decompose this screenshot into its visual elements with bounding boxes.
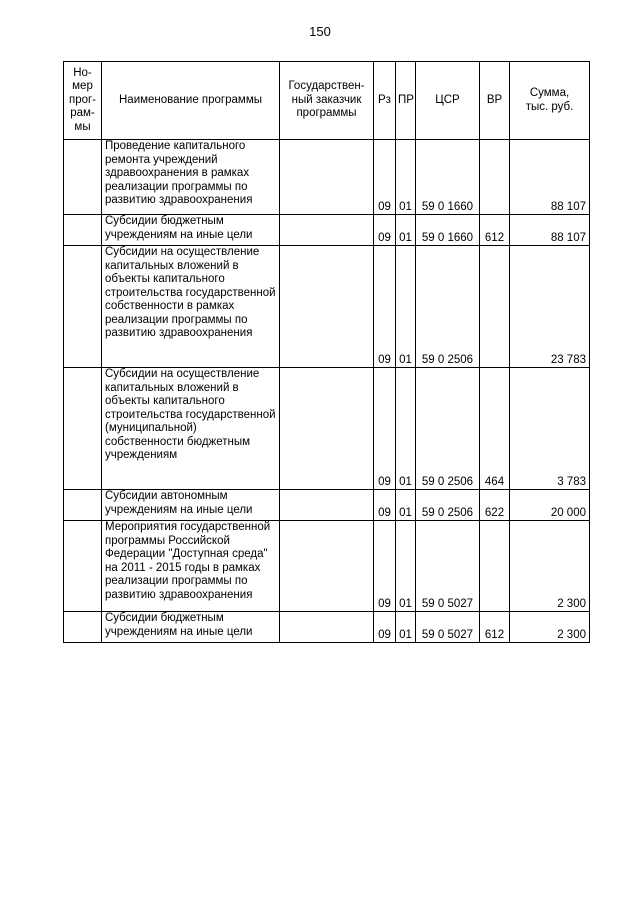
csr-cell: 59 0 1660: [416, 215, 480, 246]
program-name-cell: Субсидии на осуществление капитальных вложений в объекты капитального строительства государственной (муниципальной) собственности бюджетным учреждениям: [102, 368, 280, 490]
table-row: [64, 521, 590, 612]
table-row: [64, 246, 590, 368]
program-number-cell: [64, 246, 102, 368]
header-program-number: Но- мер прог- рам- мы: [64, 62, 102, 140]
rz-cell: 09: [374, 490, 396, 521]
amount-cell: 3 783: [510, 368, 590, 490]
vr-cell: [480, 521, 510, 612]
amount-cell: 88 107: [510, 215, 590, 246]
pr-cell: 01: [396, 140, 416, 215]
state-customer-cell: [280, 490, 374, 521]
rz-cell: 09: [374, 521, 396, 612]
vr-cell: 612: [480, 215, 510, 246]
table-header-row: [64, 62, 590, 140]
state-customer-cell: [280, 612, 374, 643]
pr-cell: 01: [396, 490, 416, 521]
vr-cell: 622: [480, 490, 510, 521]
pr-cell: 01: [396, 215, 416, 246]
csr-cell: 59 0 1660: [416, 140, 480, 215]
csr-cell: 59 0 5027: [416, 521, 480, 612]
program-number-cell: [64, 612, 102, 643]
program-name-cell: Субсидии бюджетным учреждениям на иные цели: [102, 612, 280, 643]
program-number-cell: [64, 140, 102, 215]
header-program-name: Наименование программы: [102, 62, 280, 140]
program-name-cell: Субсидии бюджетным учреждениям на иные цели: [102, 215, 280, 246]
csr-cell: 59 0 2506: [416, 368, 480, 490]
state-customer-cell: [280, 140, 374, 215]
table-row: [64, 215, 590, 246]
program-number-cell: [64, 368, 102, 490]
page-number: 150: [309, 24, 331, 39]
pr-cell: 01: [396, 368, 416, 490]
header-state-customer: Государствен- ный заказчик программы: [280, 62, 374, 140]
program-name-cell: Субсидии автономным учреждениям на иные цели: [102, 490, 280, 521]
vr-cell: 612: [480, 612, 510, 643]
budget-table: [63, 61, 590, 643]
header-vr: ВР: [480, 62, 510, 140]
rz-cell: 09: [374, 368, 396, 490]
csr-cell: 59 0 2506: [416, 246, 480, 368]
header-csr: ЦСР: [416, 62, 480, 140]
amount-cell: 2 300: [510, 521, 590, 612]
amount-cell: 23 783: [510, 246, 590, 368]
rz-cell: 09: [374, 246, 396, 368]
state-customer-cell: [280, 368, 374, 490]
vr-cell: [480, 140, 510, 215]
state-customer-cell: [280, 215, 374, 246]
header-pr: ПР: [396, 62, 416, 140]
state-customer-cell: [280, 521, 374, 612]
rz-cell: 09: [374, 215, 396, 246]
state-customer-cell: [280, 246, 374, 368]
program-name-cell: Проведение капитального ремонта учреждений здравоохранения в рамках реализации программы по развитию здравоохранения: [102, 140, 280, 215]
table-body: [64, 140, 590, 643]
program-number-cell: [64, 490, 102, 521]
header-amount: Сумма, тыс. руб.: [510, 62, 590, 140]
table-row: [64, 490, 590, 521]
csr-cell: 59 0 2506: [416, 490, 480, 521]
table-row: [64, 140, 590, 215]
vr-cell: 464: [480, 368, 510, 490]
amount-cell: 20 000: [510, 490, 590, 521]
rz-cell: 09: [374, 140, 396, 215]
program-name-cell: Мероприятия государственной программы Российской Федерации "Доступная среда" на 2011 - 2015 годы в рамках реализации программы по развитию здравоохранения: [102, 521, 280, 612]
program-number-cell: [64, 215, 102, 246]
table-row: [64, 612, 590, 643]
csr-cell: 59 0 5027: [416, 612, 480, 643]
pr-cell: 01: [396, 612, 416, 643]
program-name-cell: Субсидии на осуществление капитальных вложений в объекты капитального строительства государственной собственности в рамках реализации программы по развитию здравоохранения: [102, 246, 280, 368]
pr-cell: 01: [396, 521, 416, 612]
pr-cell: 01: [396, 246, 416, 368]
vr-cell: [480, 246, 510, 368]
header-rz: Рз: [374, 62, 396, 140]
amount-cell: 2 300: [510, 612, 590, 643]
table-row: [64, 368, 590, 490]
program-number-cell: [64, 521, 102, 612]
rz-cell: 09: [374, 612, 396, 643]
amount-cell: 88 107: [510, 140, 590, 215]
